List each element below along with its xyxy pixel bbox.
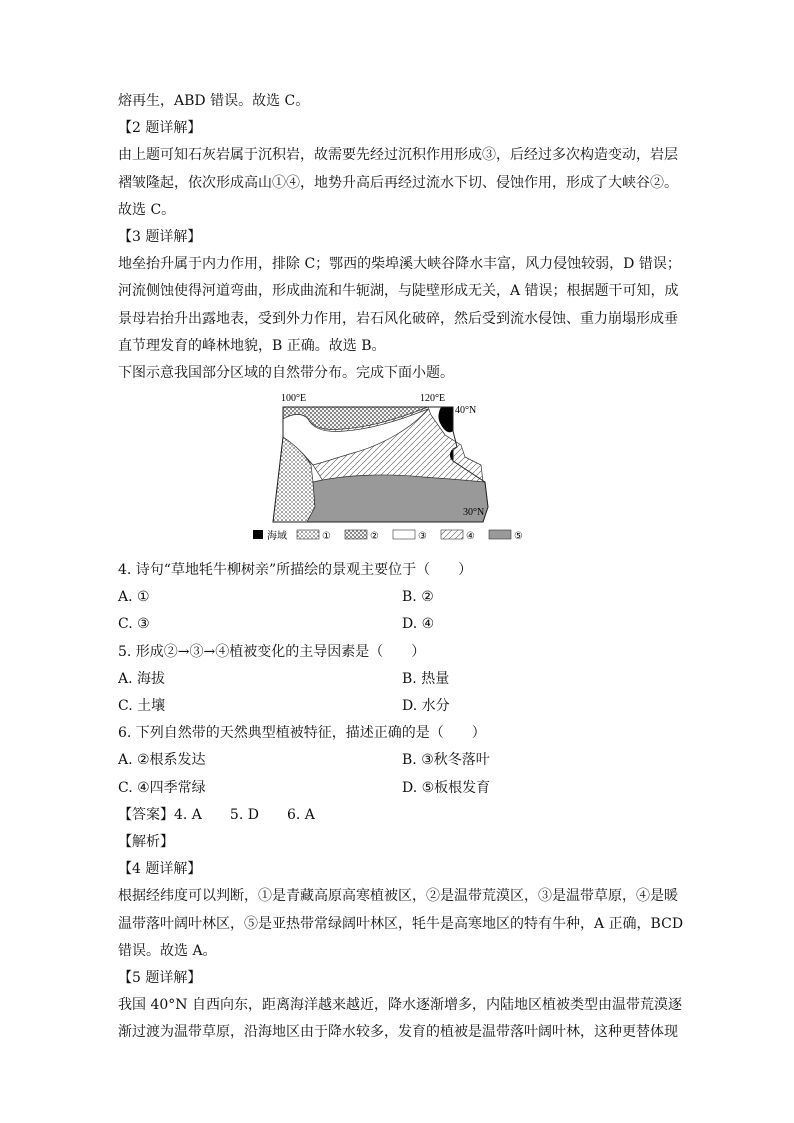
question-6-stem: 6. 下列自然带的天然典型植被特征，描述正确的是（ ） bbox=[118, 725, 486, 742]
text-line: 下图示意我国部分区域的自然带分布。完成下面小题。 bbox=[118, 364, 454, 381]
legend-label-5: ⑤ bbox=[514, 531, 523, 543]
option-d: D. ⑤板根发育 bbox=[402, 779, 491, 796]
text-line: 景母岩抬升出露地表，受到外力作用，岩石风化破碎，然后受到流水侵蚀、重力崩塌形成垂 bbox=[118, 310, 678, 327]
lat-label-top: 40°N bbox=[455, 405, 477, 417]
text-line: 温带落叶阔叶林区，⑤是亚热带常绿阔叶林区，牦牛是高寒地区的特有牛种，A 正确，BCD bbox=[118, 915, 684, 932]
lat-label-bottom: 30°N bbox=[463, 507, 485, 519]
text-line: 河流侧蚀使得河道弯曲，形成曲流和牛轭湖，与陡壁形成无关，A 错误；根据题干可知，成 bbox=[118, 283, 679, 300]
map-figure bbox=[253, 387, 543, 547]
lon-label-right: 120°E bbox=[420, 393, 446, 405]
text-line: 错误。故选 A。 bbox=[118, 942, 217, 959]
question-4-options bbox=[118, 611, 686, 638]
text-line: 熔再生，ABD 错误。故选 C。 bbox=[118, 93, 310, 109]
text-line: 故选 C。 bbox=[118, 201, 176, 218]
text-line: 渐过渡为温带草原，沿海地区由于降水较多，发育的植被是温带落叶阔叶林，这种更替体现 bbox=[118, 1024, 678, 1041]
legend-label-4: ④ bbox=[466, 531, 475, 543]
section-heading: 【3 题详解】 bbox=[118, 228, 202, 245]
option-c: C. 土壤 bbox=[118, 698, 166, 714]
question-5-options bbox=[118, 693, 686, 720]
legend-label-3: ③ bbox=[418, 531, 427, 543]
legend-swatch-1 bbox=[297, 530, 319, 539]
option-c: C. ④四季常绿 bbox=[118, 779, 206, 796]
section-heading: 【2 题详解】 bbox=[118, 120, 202, 137]
legend-swatch-4 bbox=[441, 530, 463, 539]
text-line: 直节理发育的峰林地貌，B 正确。故选 B。 bbox=[118, 337, 386, 354]
legend-label-sea: 海域 bbox=[267, 531, 287, 543]
section-heading: 【4 题详解】 bbox=[118, 861, 202, 878]
legend-label-2: ② bbox=[370, 531, 379, 543]
legend-swatch-5 bbox=[489, 530, 511, 539]
legend-swatch-sea bbox=[253, 530, 263, 539]
option-b: B. ② bbox=[402, 589, 434, 606]
option-c: C. ③ bbox=[118, 616, 150, 633]
text-line: 地垒抬升属于内力作用，排除 C；鄂西的柴埠溪大峡谷降水丰富，风力侵蚀较弱，D 错误； bbox=[118, 256, 681, 273]
map-legend bbox=[253, 529, 523, 542]
question-4-stem: 4. 诗句“草地牦牛柳树亲”所描绘的景观主要位于（ ） bbox=[118, 562, 473, 579]
zone-5 bbox=[307, 475, 488, 522]
question-6-options bbox=[118, 747, 686, 774]
option-a: A. ① bbox=[118, 589, 150, 606]
text-line: 我国 40°N 自西向东，距离海洋越来越近，降水逐渐增多，内陆地区植被类型由温带荒漠逐 bbox=[118, 997, 682, 1014]
question-4-options bbox=[118, 584, 686, 611]
option-d: D. ④ bbox=[402, 616, 435, 633]
natural-zone-map bbox=[118, 387, 686, 557]
option-b: B. ③秋冬落叶 bbox=[402, 752, 490, 769]
option-d: D. 水分 bbox=[402, 698, 450, 714]
option-a: A. ②根系发达 bbox=[118, 752, 206, 769]
option-a: A. 海拔 bbox=[118, 670, 166, 687]
legend-label-1: ① bbox=[322, 531, 331, 543]
analysis-heading: 【解析】 bbox=[118, 833, 174, 850]
map-body bbox=[273, 407, 488, 522]
text-line: 由上题可知石灰岩属于沉积岩，故需要先经过沉积作用形成③，后经过多次构造变动，岩层 bbox=[118, 147, 678, 164]
section-heading: 【5 题详解】 bbox=[118, 969, 202, 986]
question-6-options bbox=[118, 775, 686, 802]
document-page bbox=[118, 88, 686, 1046]
lon-label-left: 100°E bbox=[281, 393, 307, 405]
question-5-stem: 5. 形成②→③→④植被变化的主导因素是（ ） bbox=[118, 643, 426, 660]
legend-swatch-2 bbox=[345, 530, 367, 539]
option-b: B. 热量 bbox=[402, 670, 450, 687]
legend-swatch-3 bbox=[393, 530, 415, 539]
text-line: 褶皱隆起，依次形成高山①④，地势升高后再经过流水下切、侵蚀作用，形成了大峡谷②。 bbox=[118, 174, 678, 191]
answer-line: 【答案】4. A 5. D 6. A bbox=[118, 806, 315, 823]
question-5-options bbox=[118, 666, 686, 693]
text-line: 根据经纬度可以判断，①是青藏高原高寒植被区，②是温带荒漠区，③是温带草原，④是暖 bbox=[118, 888, 678, 905]
